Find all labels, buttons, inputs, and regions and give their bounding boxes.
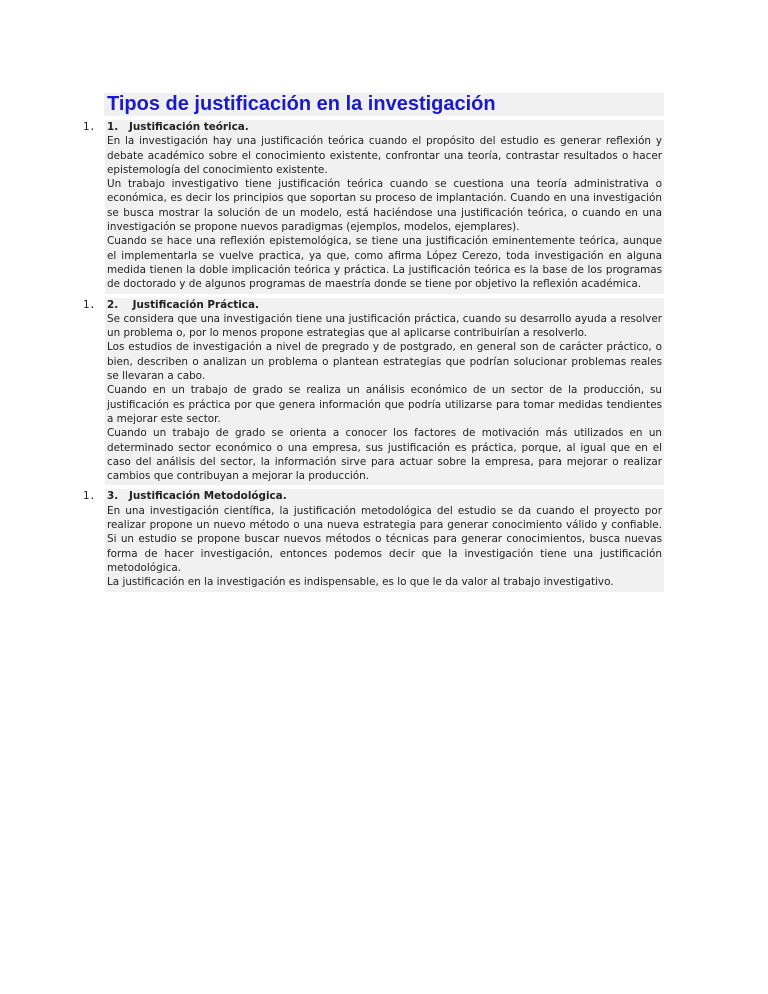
section-heading: 2. Justificación Práctica.	[107, 298, 259, 311]
item-box	[105, 489, 664, 591]
list-item-metodologica	[0, 489, 768, 591]
paragraph: En la investigación hay una justificación teórica cuando el propósito del estudio es generar reflexión y debate académico sobre el conocimiento existente, confrontar una teoría, contrastar resultados o hacer epistemología del conocimiento existente.	[107, 135, 662, 176]
item-box	[105, 120, 664, 294]
paragraph: En una investigación científica, la justificación metodológica del estudio se da cuando el proyecto por realizar propone un nuevo método o una nueva estrategia para generar conocimiento válido y confiable. Si un estudio se propone buscar nuevos métodos o técnicas para generar conocimientos, busca nuevas forma de hacer investigación, entonces podemos decir que la investigación tiene una justificación metodológica.	[107, 504, 662, 574]
section-heading: 1. Justificación teórica.	[107, 121, 249, 133]
paragraph: Cuando un trabajo de grado se orienta a conocer los factores de motivación más utilizados en un determinado sector económico o una empresa, sus justificación es práctica, porque, al igual que en el caso del análisis del sector, la información sirve para actuar sobre la empresa, para mejorar o realizar cambios que contribuyan a mejorar la producción.	[107, 427, 662, 483]
list-marker: 1.	[83, 121, 96, 133]
page-title: Tipos de justificación en la investigación	[107, 93, 496, 115]
list-item-teorica	[0, 120, 768, 294]
list-item-practica	[0, 298, 768, 486]
list-marker: 1.	[83, 298, 96, 311]
paragraph: Cuando en un trabajo de grado se realiza un análisis económico de un sector de la producción, su justificación es práctica por que genera información que podría utilizarse para tomar medidas tendientes a mejorar este sector.	[107, 384, 662, 425]
item-box	[105, 298, 664, 486]
paragraph: La justificación en la investigación es indispensable, es lo que le da valor al trabajo investigativo.	[107, 576, 614, 589]
paragraph: Los estudios de investigación a nivel de pregrado y de postgrado, en general son de carácter práctico, o bien, describen o analizan un problema o plantean estrategias que podrían solucionar problemas reales se llevaran a cabo.	[107, 341, 662, 383]
paragraph: Un trabajo investigativo tiene justificación teórica cuando se cuestiona una teoría administrativa o económica, es decir los principios que soportan su proceso de implantación. Cuando en una investigación se busca mostrar la solución de un modelo, está haciéndose una justificación teórica, o cuando en una investigación se propone nuevos paradigmas (ejemplos, modelos, ejemplares).	[107, 178, 662, 234]
paragraph: Se considera que una investigación tiene una justificación práctica, cuando su desarrollo ayuda a resolver un problema o, por lo menos propone estrategias que al aplicarse contribuirían a resolverlo.	[107, 312, 662, 340]
list-marker: 1.	[83, 490, 96, 503]
paragraph: Cuando se hace una reflexión epistemológica, se tiene una justificación eminentemente teórica, aunque el implementarla se vuelve practica, ya que, como afirma López Cerezo, toda investigación en alguna medida tienen la doble implicación teórica y práctica. La justificación teórica es la base de los programas de doctorado y de algunos programas de maestría donde se tiene por objetivo la reflexión académica.	[107, 235, 662, 291]
section-heading: 3. Justificación Metodológica.	[107, 490, 287, 503]
justification-list	[0, 120, 768, 596]
